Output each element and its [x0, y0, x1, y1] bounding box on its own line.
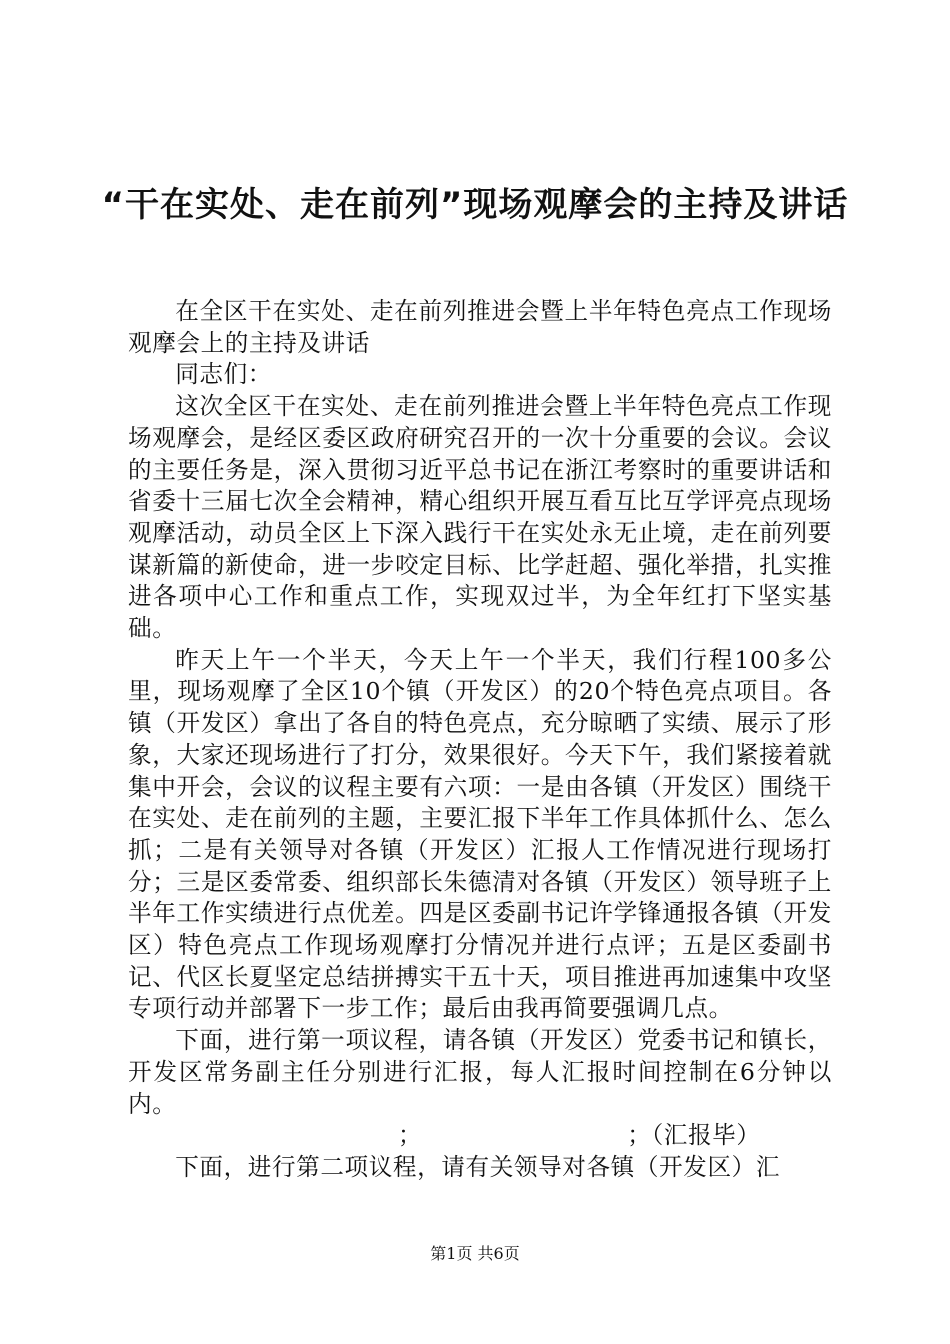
body-paragraph: 下面，进行第二项议程，请有关领导对各镇（开发区）汇	[175, 1152, 781, 1181]
document-title: “干在实处、走在前列”现场观摩会的主持及讲话	[101, 185, 849, 225]
page-footer: 第1页 共6页	[430, 1244, 520, 1263]
salutation: 同志们：	[175, 360, 272, 389]
report-placeholder-line	[128, 1120, 832, 1152]
body-paragraph: 这次全区干在实处、走在前列推进会暨上半年特色亮点工作现场观摩会，是经区委区政府研究召开的一次十分重要的会议。会议的主要任务是，深入贯彻习近平总书记在浙江考察时的重要讲话和省委十三届七次全会精神，精心组织开展互看互比互学评亮点现场观摩活动，动员全区上下深入践行干在实处永无止境，走在前列要谋新篇的新使命，进一步咬定目标、比学赶超、强化举措，扎实推进各项中心工作和重点工作，实现双过半，为全年红打下坚实基础。	[128, 392, 832, 643]
body-paragraph: 下面，进行第一项议程，请各镇（开发区）党委书记和镇长，开发区常务副主任分别进行汇报，每人汇报时间控制在6分钟以内。	[128, 1026, 832, 1118]
report-end-marker: ；（汇报毕）	[627, 1121, 761, 1150]
body-paragraph: 昨天上午一个半天，今天上午一个半天，我们行程100多公里，现场观摩了全区10个镇（开发区）的20个特色亮点项目。各镇（开发区）拿出了各自的特色亮点，充分晾晒了实绩、展示了形象，大家还现场进行了打分，效果很好。今天下午，我们紧接着就集中开会，会议的议程主要有六项：一是由各镇（开发区）围绕干在实处、走在前列的主题，主要汇报下半年工作具体抓什么、怎么抓；二是有关领导对各镇（开发区）汇报人工作情况进行现场打分；三是区委常委、组织部长朱德清对各镇（开发区）领导班子上半年工作实绩进行点优差。四是区委副书记许学锋通报各镇（开发区）特色亮点工作现场观摩打分情况并进行点评；五是区委副书记、代区长夏坚定总结拼搏实干五十天，项目推进再加速集中攻坚专项行动并部署下一步工作；最后由我再简要强调几点。	[128, 645, 832, 1023]
report-separator: ；	[398, 1121, 423, 1150]
subtitle-paragraph: 在全区干在实处、走在前列推进会暨上半年特色亮点工作现场观摩会上的主持及讲话	[128, 297, 832, 357]
document-body	[128, 296, 832, 1184]
